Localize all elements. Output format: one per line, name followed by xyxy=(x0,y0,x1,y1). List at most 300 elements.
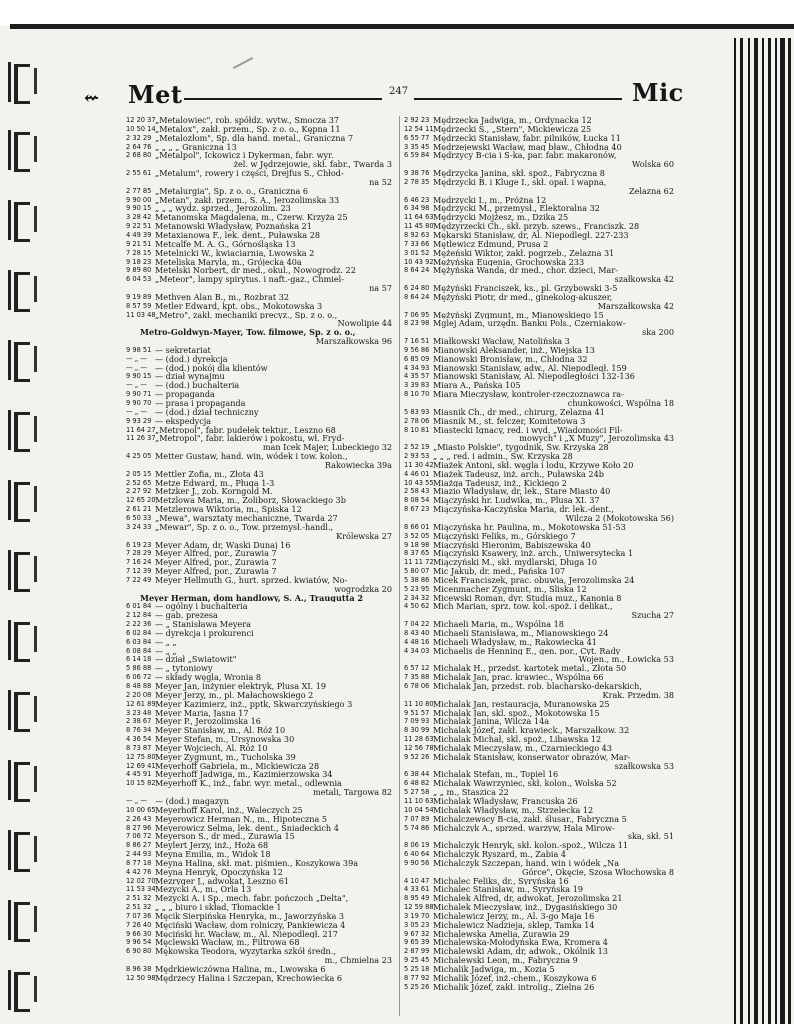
directory-entry xyxy=(126,505,394,514)
entry-text: Mędrzecy Halina i Szczepan, Krechowiecka 6 xyxy=(155,973,343,983)
entry-text: Michalczewscy B-cia, zakł. ślusar., Fabryczna 5 xyxy=(433,814,627,824)
entry-continuation xyxy=(126,337,394,346)
entry-text: Mękowska Teodora, wyzytarka szkół średn., xyxy=(155,947,336,957)
directory-entry xyxy=(126,222,394,231)
binding-mark xyxy=(8,62,54,102)
entry-text: Szucha 27 xyxy=(631,611,674,621)
directory-entry xyxy=(404,921,676,930)
directory-entry xyxy=(404,965,676,974)
directory-entry xyxy=(126,452,394,461)
directory-entry xyxy=(404,770,676,779)
directory-entry xyxy=(126,558,394,567)
phone-number: 8 77 92 xyxy=(404,973,430,982)
phone-number: 8 86 27 xyxy=(126,841,152,850)
phone-number: 2 78 35 xyxy=(404,177,430,186)
directory-entry xyxy=(404,824,676,833)
directory-entry xyxy=(126,655,394,664)
phone-number: 8 66 01 xyxy=(404,522,430,531)
entry-text: „Meteor", lampy spirytus. i naft.-gaz., Chmiel- xyxy=(155,275,344,285)
directory-entry xyxy=(126,947,394,956)
entry-text: ska, skł. 51 xyxy=(627,832,674,842)
entry-text: Michaeli Władysław, m., Rakowiecka 41 xyxy=(433,637,597,647)
entry-text: Metcalfe M. A. G., Górnośląska 13 xyxy=(155,239,296,249)
directory-entry xyxy=(404,523,676,532)
entry-text: Methven Alan B., m., Rozbrat 32 xyxy=(155,292,290,302)
phone-number: 8 67 23 xyxy=(404,505,430,514)
entry-continuation xyxy=(126,532,394,541)
directory-entry xyxy=(404,682,676,691)
binding-edge xyxy=(0,30,62,1024)
directory-entry xyxy=(404,479,676,488)
entry-text: Michaeli Maria, m., Wspólna 18 xyxy=(433,620,564,629)
entry-text: Michalak Jan, przedst. rob. blacharsko-dekarskich, xyxy=(433,682,642,691)
phone-number: 10 15 82 xyxy=(126,779,156,788)
directory-entry xyxy=(404,567,676,576)
entry-text: Meyna Henryk, Opoczyńska 12 xyxy=(155,867,283,877)
directory-entry xyxy=(126,629,394,638)
directory-entry xyxy=(404,602,676,611)
entry-text: Michalik Jadwiga, m., Kozia 5 xyxy=(433,965,555,974)
directory-entry xyxy=(404,850,676,859)
phone-number: 2 52 65 xyxy=(126,478,152,487)
directory-entry xyxy=(126,372,394,381)
phone-number: 2 52 19 xyxy=(404,443,430,452)
entry-text: — dyrekcja i prokurenci xyxy=(155,628,254,638)
phone-number: 3 35 45 xyxy=(404,142,430,151)
directory-entry xyxy=(126,921,394,930)
entry-text: Meyerhoff Gabriela, m., Mickiewicza 28 xyxy=(155,761,320,771)
entry-text: Metelnicki W., kwiaciarnia, Lwowska 2 xyxy=(155,248,315,258)
directory-entry xyxy=(126,311,394,320)
phone-number: 12 69 41 xyxy=(126,761,156,770)
entry-text: Nowolipie 44 xyxy=(337,319,392,329)
entry-text: Mędrzecki S., „Stern", Mickiewicza 25 xyxy=(433,124,592,134)
entry-text: Meylert Jerzy, inż., Hoża 68 xyxy=(155,841,269,851)
entry-text: Michalak Wawrzyniec, skł. kolon., Wolska 52 xyxy=(433,779,617,789)
entry-continuation xyxy=(126,443,394,452)
directory-entry xyxy=(404,204,676,213)
directory-entry xyxy=(126,912,394,921)
phone-number: 8 77 18 xyxy=(126,858,152,867)
directory-entry xyxy=(404,735,676,744)
directory-entry xyxy=(126,938,394,947)
directory-entry xyxy=(126,673,394,682)
pointer-mark: ⇜ xyxy=(84,88,100,109)
phone-number: 6 59 84 xyxy=(404,151,430,160)
entry-text: Michalczyk Henryk, skł. kolon.-spoż., Wilcza 11 xyxy=(433,841,629,851)
phone-number: 8 48 88 xyxy=(126,682,152,690)
entry-text: — (dod.) dyrekcja xyxy=(155,354,228,364)
entry-text: Meyer Alfred, por., Żurawia 7 xyxy=(155,558,277,568)
phone-number: 2 61 21 xyxy=(126,505,152,514)
directory-entry xyxy=(126,479,394,488)
phone-number: 10 50 14 xyxy=(126,124,156,133)
phone-number: 7 35 88 xyxy=(404,673,430,682)
directory-entry xyxy=(126,514,394,523)
phone-number: 6 85 09 xyxy=(404,354,430,363)
phone-number: — „ — xyxy=(126,407,147,416)
phone-number: 7 22 49 xyxy=(126,575,152,584)
phone-number: 2 55 61 xyxy=(126,169,152,178)
directory-entry xyxy=(126,770,394,779)
entry-text: Miara Mieczysław, kontroler-rzeczoznawca ra- xyxy=(433,390,624,399)
phone-number: 3 24 33 xyxy=(126,522,152,531)
phone-number: 2 93 53 xyxy=(404,452,430,461)
phone-number: 3 28 42 xyxy=(126,213,152,222)
entry-text: Michalewicz Jerzy, m., Al. 3-go Maja 16 xyxy=(433,911,595,921)
phone-number: 2 78 06 xyxy=(404,416,430,425)
entry-continuation xyxy=(404,868,676,877)
directory-entry xyxy=(404,178,676,187)
phone-number: 2 22 36 xyxy=(126,620,152,629)
phone-number: 9 38 76 xyxy=(404,169,430,178)
directory-entry xyxy=(126,293,394,302)
entry-text: Mędrzycki Mojżesz, m., Dzika 25 xyxy=(433,213,569,223)
phone-number: 2 64 76 xyxy=(126,142,152,151)
phone-number: 9 18 98 xyxy=(404,540,430,549)
directory-entry xyxy=(126,700,394,709)
entry-text: Michalak Stanisław, konserwator obrazów, Mar- xyxy=(433,752,631,762)
directory-entry xyxy=(404,859,676,868)
phone-number: 12 54 11 xyxy=(404,124,434,133)
phone-number: 8 73 87 xyxy=(126,743,152,752)
phone-number: 2 26 43 xyxy=(126,814,152,823)
directory-entry xyxy=(126,541,394,550)
phone-number: 5 25 26 xyxy=(404,982,430,991)
entry-text: „Metalowiec", rob. spółdz. wytw., Smocza 37 xyxy=(155,116,340,125)
directory-entry xyxy=(126,390,394,399)
entry-text: Meyer Alfred, por., Żurawia 7 xyxy=(155,567,277,576)
phone-number: 9 21 51 xyxy=(126,239,152,248)
page-header xyxy=(84,76,684,116)
directory-entry xyxy=(404,337,676,346)
entry-continuation xyxy=(404,691,676,700)
phone-number: 9 56 86 xyxy=(404,345,430,354)
phone-number: 9 90 00 xyxy=(126,195,152,204)
binding-mark xyxy=(8,550,54,590)
phone-number: 6 19 23 xyxy=(126,540,152,549)
entry-text: „Metropol", fabr. lakierów i pokostu, wł. Fryd- xyxy=(155,434,345,444)
entry-text: Michalak Władysław, m., Strzelecka 12 xyxy=(433,805,594,815)
entry-text: Mędrzycki B. i Kluge I., skł. opał. i wapna, xyxy=(433,177,607,187)
entry-text: Mędrzejewski Wacław, mag bław., Chłodna 40 xyxy=(433,142,622,152)
directory-entry xyxy=(126,664,394,673)
entry-text: — (dod.) dział techniczny xyxy=(155,407,259,417)
directory-entry xyxy=(404,240,676,249)
directory-entry xyxy=(404,381,676,390)
phone-number: 4 36 54 xyxy=(126,735,152,744)
entry-text: Meyna Emilia, m., Widok 18 xyxy=(155,850,271,859)
directory-entry xyxy=(404,426,676,435)
directory-entry xyxy=(404,151,676,160)
entry-text: Miączyński M., skł. mydlarski, Długa 10 xyxy=(433,558,598,568)
directory-entry xyxy=(404,841,676,850)
directory-entry xyxy=(404,558,676,567)
directory-entry xyxy=(404,213,676,222)
entry-continuation xyxy=(126,956,394,965)
entry-text: Meteliska Maryla, m., Grójecka 40a xyxy=(155,257,302,267)
directory-entry xyxy=(126,523,394,532)
directory-entry xyxy=(404,408,676,417)
entry-text: Meyer Wojciech, Al. Róż 10 xyxy=(155,743,268,753)
directory-entry xyxy=(126,602,394,611)
entry-text: — „ tytoniowy xyxy=(155,664,213,674)
phone-number: 2 51 32 xyxy=(126,894,152,903)
phone-number: 6 06 72 xyxy=(126,673,152,682)
binding-mark xyxy=(8,900,54,940)
entry-text: Metaxianowa F., lek. dent., Puławska 28 xyxy=(155,230,320,240)
directory-entry xyxy=(404,143,676,152)
entry-text: „Mewa", warsztaty mechaniczne, Twarda 27 xyxy=(155,513,338,523)
entry-text: Meyerowicz Herman N., m., Hipoteczna 5 xyxy=(155,814,328,824)
entry-continuation xyxy=(404,275,676,284)
entry-text: żel. w Jędrzejowie, skł. fabr., Twarda 3 xyxy=(233,160,392,170)
directory-entry xyxy=(126,824,394,833)
phone-number: 12 56 78 xyxy=(404,743,434,752)
entry-text: Metzlerowa Wiktoria, m., Śpiska 12 xyxy=(155,505,302,514)
phone-number: 9 25 45 xyxy=(404,956,430,965)
phone-number: 5 80 07 xyxy=(404,567,430,576)
phone-number: 7 12 39 xyxy=(126,567,152,576)
directory-entry xyxy=(126,275,394,284)
phone-number: 6 90 80 xyxy=(126,947,152,956)
entry-text: Michalik Józef, inż.-chem., Koszykowa 6 xyxy=(433,973,597,983)
entry-text: — ogólny i buchalteria xyxy=(155,602,248,612)
phone-number: 2 34 32 xyxy=(404,593,430,602)
directory-entry xyxy=(404,541,676,550)
phone-number: 8 64 24 xyxy=(404,266,430,275)
entry-text: Mettler Zofia, m., Złota 43 xyxy=(155,469,264,479)
phone-number: 8 37 65 xyxy=(404,549,430,558)
binding-mark xyxy=(8,830,54,870)
directory-entry xyxy=(126,381,394,390)
phone-number: 7 26 40 xyxy=(126,920,152,929)
directory-entry xyxy=(126,868,394,877)
phone-number: 2 58 43 xyxy=(404,487,430,496)
entry-text: Wolska 60 xyxy=(632,160,674,170)
entry-text: Miastecki Ignacy, red. i wyd. „Wiadomości Fil- xyxy=(433,425,623,435)
entry-continuation xyxy=(126,585,394,594)
entry-text: Mędrzycki I., m., Próżna 12 xyxy=(433,195,547,205)
phone-number: 3 23 48 xyxy=(126,708,152,717)
phone-number: 11 10 63 xyxy=(404,796,434,805)
entry-text: Metter Gustaw, hand. win, wódek i tow. kolon., xyxy=(155,452,348,461)
entry-text: Miara A., Pańska 105 xyxy=(433,381,521,391)
phone-number: 2 38 67 xyxy=(126,717,152,726)
entry-text: mowych" i „X Muzy", Jerozolimska 43 xyxy=(519,434,674,444)
phone-number: 12 61 89 xyxy=(126,699,156,708)
top-margin xyxy=(0,0,794,26)
entry-text: na 57 xyxy=(369,284,392,293)
entry-text: Mędrkiewiczówna Halina, m., Lwowska 6 xyxy=(155,965,326,974)
phone-number: 6 01 84 xyxy=(126,602,152,611)
directory-entry xyxy=(404,319,676,328)
entry-text: Michalewski Leon, m., Fabryczna 9 xyxy=(433,956,578,965)
directory-entry xyxy=(404,293,676,302)
entry-text: Marszałkowska 96 xyxy=(315,337,392,346)
directory-entry xyxy=(404,169,676,178)
entry-text: „Mewar", Sp. z o. o., Tow. przemysł.-handl., xyxy=(155,522,334,532)
directory-entry xyxy=(126,815,394,824)
directory-entry xyxy=(404,125,676,134)
entry-text: Meyer Maria, Jasna 17 xyxy=(155,708,249,718)
phone-number: 11 45 80 xyxy=(404,222,434,231)
phone-number: 4 48 16 xyxy=(404,637,430,646)
entry-text: „Metalpol", Ickowicz i Dykerman, fabr. wyr. xyxy=(155,151,334,161)
directory-column-left xyxy=(126,116,394,983)
entry-text: „ „ m., Staszica 22 xyxy=(433,788,509,797)
directory-entry xyxy=(404,753,676,762)
phone-number: 9 51 57 xyxy=(404,708,430,717)
phone-number: 4 45 91 xyxy=(126,770,152,779)
directory-entry xyxy=(404,443,676,452)
entry-text: — „ „ xyxy=(155,637,177,647)
directory-entry xyxy=(126,240,394,249)
entry-text: — „ Stanisława Meyera xyxy=(155,620,251,629)
phone-number: 4 25 05 xyxy=(126,452,152,461)
directory-entry xyxy=(404,470,676,479)
running-head-left: Met xyxy=(128,80,183,109)
directory-entry xyxy=(404,815,676,824)
directory-entry xyxy=(126,116,394,125)
phone-number: 7 07 89 xyxy=(404,814,430,823)
directory-entry xyxy=(404,355,676,364)
entry-text: Meyerhoff K., inż., fabr. wyr. metal., odlewnia xyxy=(155,779,342,789)
directory-entry xyxy=(404,461,676,470)
entry-text: Meyer Hellmuth G., hurt. sprzed. kwiatów, No- xyxy=(155,575,348,585)
phone-number: 3 01 52 xyxy=(404,248,430,257)
directory-entry xyxy=(404,983,676,992)
directory-entry xyxy=(404,930,676,939)
entry-text: Marszałkowska 42 xyxy=(597,301,674,311)
phone-number: 12 50 98 xyxy=(126,973,156,982)
directory-entry xyxy=(404,549,676,558)
directory-entry xyxy=(126,682,394,691)
directory-entry xyxy=(126,487,394,496)
directory-entry xyxy=(404,134,676,143)
phone-number: 5 25 18 xyxy=(404,965,430,973)
phone-number: 6 02 84 xyxy=(126,628,152,637)
entry-text: Meyer Stanisław, m., Al. Róż 10 xyxy=(155,726,286,736)
entry-text: — (dod.) magazyn xyxy=(155,796,229,806)
phone-number: 5 38 86 xyxy=(404,575,430,584)
directory-entry xyxy=(126,204,394,213)
phone-number: 3 05 23 xyxy=(404,920,430,929)
phone-number: 11 64 27 xyxy=(126,425,156,434)
entry-text: Meyer Zygmunt, m., Tucholska 39 xyxy=(155,752,296,762)
phone-number: 4 34 03 xyxy=(404,646,430,655)
phone-number: 9 90 56 xyxy=(404,858,430,867)
phone-number: 6 50 33 xyxy=(126,513,152,522)
entry-text: Miączyńska-Kaczyńska Maria, dr. lek.-dent., xyxy=(433,505,614,514)
phone-number: 9 66 30 xyxy=(126,929,152,938)
entry-text: Meyer Herman, dom handlowy, S. A., Traugutta 2 xyxy=(140,593,364,603)
entry-text: Miasnik Ch., dr med., chirurg, Żelazna 41 xyxy=(433,407,605,417)
phone-number: 2 92 23 xyxy=(404,116,430,124)
entry-text: Michalewska-Mołodyńska Ewa, Kromera 4 xyxy=(433,938,608,948)
phone-number: 9 96 54 xyxy=(126,938,152,947)
entry-text: „Metan", zakł. przem., S. A., Jerozolimska 33 xyxy=(155,195,340,205)
entry-continuation xyxy=(404,160,676,169)
directory-entry xyxy=(404,249,676,258)
directory-entry xyxy=(126,258,394,267)
directory-entry xyxy=(404,505,676,514)
directory-entry xyxy=(404,638,676,647)
directory-entry xyxy=(126,187,394,196)
top-edge-rule xyxy=(10,24,794,29)
directory-entry xyxy=(126,885,394,894)
phone-number: 2 51 32 xyxy=(126,903,152,912)
entry-text: „Metalox", zakł. przem., Sp. z o. o., Kępna 11 xyxy=(155,124,341,134)
entry-heading xyxy=(126,328,394,337)
entry-text: na 52 xyxy=(369,177,392,187)
entry-text: Mędrzycy B-cia i S-ka, par. fabr. makaronów, xyxy=(433,151,617,161)
phone-number: 8 95 49 xyxy=(404,894,430,903)
phone-number: 3 39 83 xyxy=(404,381,430,390)
entry-text: Męcik Sierpińska Henryka, m., Jaworzyńska 3 xyxy=(155,911,345,921)
phone-number: 11 30 42 xyxy=(404,460,434,469)
directory-entry xyxy=(126,974,394,983)
entry-text: Michalak Mieczysław, m., Czarnieckiego 43 xyxy=(433,743,612,753)
entry-text: Michalak Jan, skl. spoż., Mokotowska 15 xyxy=(433,708,600,718)
phone-number: 11 28 63 xyxy=(404,735,434,744)
phone-number: 8 10 81 xyxy=(404,425,430,434)
entry-text: „Metalurgia", Sp. z o. o., Graniczna 6 xyxy=(155,186,309,196)
phone-number: 9 19 89 xyxy=(126,292,152,301)
phone-number: 3 19 70 xyxy=(404,911,430,920)
entry-text: Miażek Antoni, skł. węgla i lodu, Krzywe Koło 20 xyxy=(433,460,634,470)
entry-continuation xyxy=(404,328,676,337)
entry-text: — gab. prezesa xyxy=(155,611,218,621)
entry-text: „ „ „ red. i admin., Św. Krzyska 28 xyxy=(433,452,573,461)
phone-number: 3 52 05 xyxy=(404,531,430,540)
entry-heading xyxy=(126,594,394,603)
directory-entry xyxy=(404,797,676,806)
phone-number: 9 18 23 xyxy=(126,257,152,266)
phone-number: 9 93 29 xyxy=(126,416,152,425)
entry-text: Michalec Feliks, dr., Syryńska 16 xyxy=(433,876,569,886)
entry-text: Michalek Mieczysław, inż., Dygasińskiego 30 xyxy=(433,903,618,912)
directory-entry xyxy=(126,744,394,753)
entry-text: Meyer Jerzy, m., pl. Małachowskiego 2 xyxy=(155,690,314,700)
directory-entry xyxy=(404,594,676,603)
phone-number: 7 07 36 xyxy=(126,911,152,920)
phone-number: 9 90 71 xyxy=(126,390,152,399)
binding-mark xyxy=(8,620,54,660)
entry-text: Męciński Wacław, dom rolniczy, Pankiewicza 4 xyxy=(155,920,346,930)
entry-text: Mich Marian, sprz. tow. kol.-spoż. i delikat., xyxy=(433,602,613,612)
directory-entry xyxy=(404,744,676,753)
entry-text: ska 200 xyxy=(642,328,674,338)
entry-text: — (dod.) buchalteria xyxy=(155,381,240,391)
entry-text: Meyerhoff Jadwiga, m., Kazimierzowska 34 xyxy=(155,770,333,780)
directory-entry xyxy=(126,894,394,903)
phone-number: 4 49 39 xyxy=(126,230,152,239)
directory-entry xyxy=(404,726,676,735)
directory-entry xyxy=(126,567,394,576)
phone-number: — „ — xyxy=(126,354,147,363)
phone-number: 7 28 29 xyxy=(126,549,152,558)
phone-number: 4 34 93 xyxy=(404,363,430,372)
entry-text: Mędrzycka Janina, skł. spoż., Fabryczna 8 xyxy=(433,169,605,178)
phone-number: 8 43 40 xyxy=(404,628,430,637)
phone-number: 7 28 15 xyxy=(126,248,152,257)
directory-entry xyxy=(404,956,676,965)
directory-entry xyxy=(126,434,394,443)
directory-entry xyxy=(126,134,394,143)
directory-entry xyxy=(126,266,394,275)
directory-entry xyxy=(404,664,676,673)
